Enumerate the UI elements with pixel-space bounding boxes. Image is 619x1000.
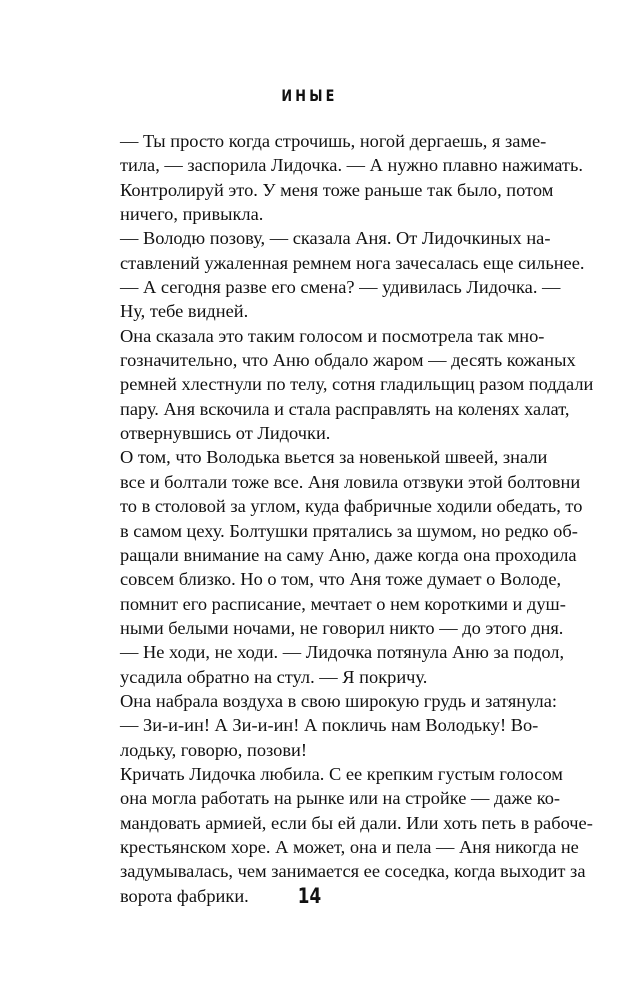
text-line: задумывалась, чем занимается ее соседка, когда выходит за: [120, 861, 586, 882]
text-line: гозначительно, что Аню обдало жаром — десять кожаных: [120, 350, 576, 371]
paragraph: [101, 445, 583, 640]
text-line: ными белыми ночами, не говорил никто — до этого дня.: [120, 617, 564, 638]
text-line: — Не ходи, не ходи. — Лидочка потянула Аню за подол,: [120, 642, 565, 663]
text-line: она могла работать на рынке или на стройке — даже ко-: [120, 788, 561, 809]
running-head-title: ИНЫЕ: [281, 86, 338, 105]
text-line: Она набрала воздуха в свою широкую грудь и затянула:: [120, 690, 557, 711]
text-line: мандовать армией, если бы ей дали. Или хоть петь в рабоче-: [120, 812, 593, 833]
paragraph: [101, 226, 585, 275]
text-line: совсем близко. Но о том, что Аня тоже думает о Володе,: [120, 569, 562, 590]
text-line: — Ты просто когда строчишь, ногой дергаешь, я заме-: [120, 131, 547, 151]
text-line: отвернувшись от Лидочки.: [120, 423, 331, 444]
paragraph: [101, 713, 538, 762]
paragraph: [101, 689, 557, 713]
text-line: усадила обратно на стул. — Я покричу.: [120, 666, 428, 687]
text-line: ращали внимание на саму Аню, даже когда она проходила: [120, 544, 577, 565]
text-line: помнит его расписание, мечтает о нем короткими и душ-: [120, 593, 566, 614]
text-line: все и болтали тоже все. Аня ловила отзвуки этой болтовни: [120, 471, 581, 492]
text-line: ставлений ужаленная ремнем нога зачесалась еще сильнее.: [120, 252, 585, 273]
text-line: — Зи-и-ин! А Зи-и-ин! А покличь нам Володьку! Во-: [120, 715, 539, 736]
text-line: пару. Аня вскочила и стала расправлять на коленях халат,: [120, 398, 570, 419]
text-line: тила, — заспорила Лидочка. — А нужно плавно нажимать.: [120, 155, 583, 176]
text-line: Она сказала это таким голосом и посмотрела так мно-: [120, 325, 545, 346]
paragraph: [101, 640, 565, 689]
paragraph: [101, 324, 594, 446]
page-number: 14: [297, 884, 322, 908]
text-line: Ну, тебе видней.: [120, 301, 249, 322]
body-text: [101, 129, 594, 908]
text-line: — Володю позову, — сказала Аня. От Лидочкиных на-: [120, 228, 551, 249]
text-line: Контролируй это. У меня тоже раньше так было, потом: [120, 179, 554, 200]
text-line: ремней хлестнули по телу, сотня гладильщиц разом поддали: [120, 374, 594, 395]
text-line: лодьку, говорю, позови!: [120, 739, 308, 760]
text-line: в самом цеху. Болтушки прятались за шумом, но редко об-: [120, 520, 578, 541]
text-line: Кричать Лидочка любила. С ее крепким густым голосом: [120, 763, 563, 784]
text-line: — А сегодня разве его смена? — удивилась Лидочка. —: [120, 277, 561, 298]
text-line: ворота фабрики.: [120, 885, 249, 906]
text-line: О том, что Володька вьется за новенькой швеей, знали: [120, 447, 548, 468]
paragraph: [101, 129, 583, 226]
text-line: то в столовой за углом, куда фабричные ходили обедать, то: [120, 496, 583, 517]
paragraph: [101, 275, 561, 324]
text-line: крестьянском хоре. А может, она и пела — Аня никогда не: [120, 836, 579, 857]
text-line: ничего, привыкла.: [120, 204, 264, 225]
